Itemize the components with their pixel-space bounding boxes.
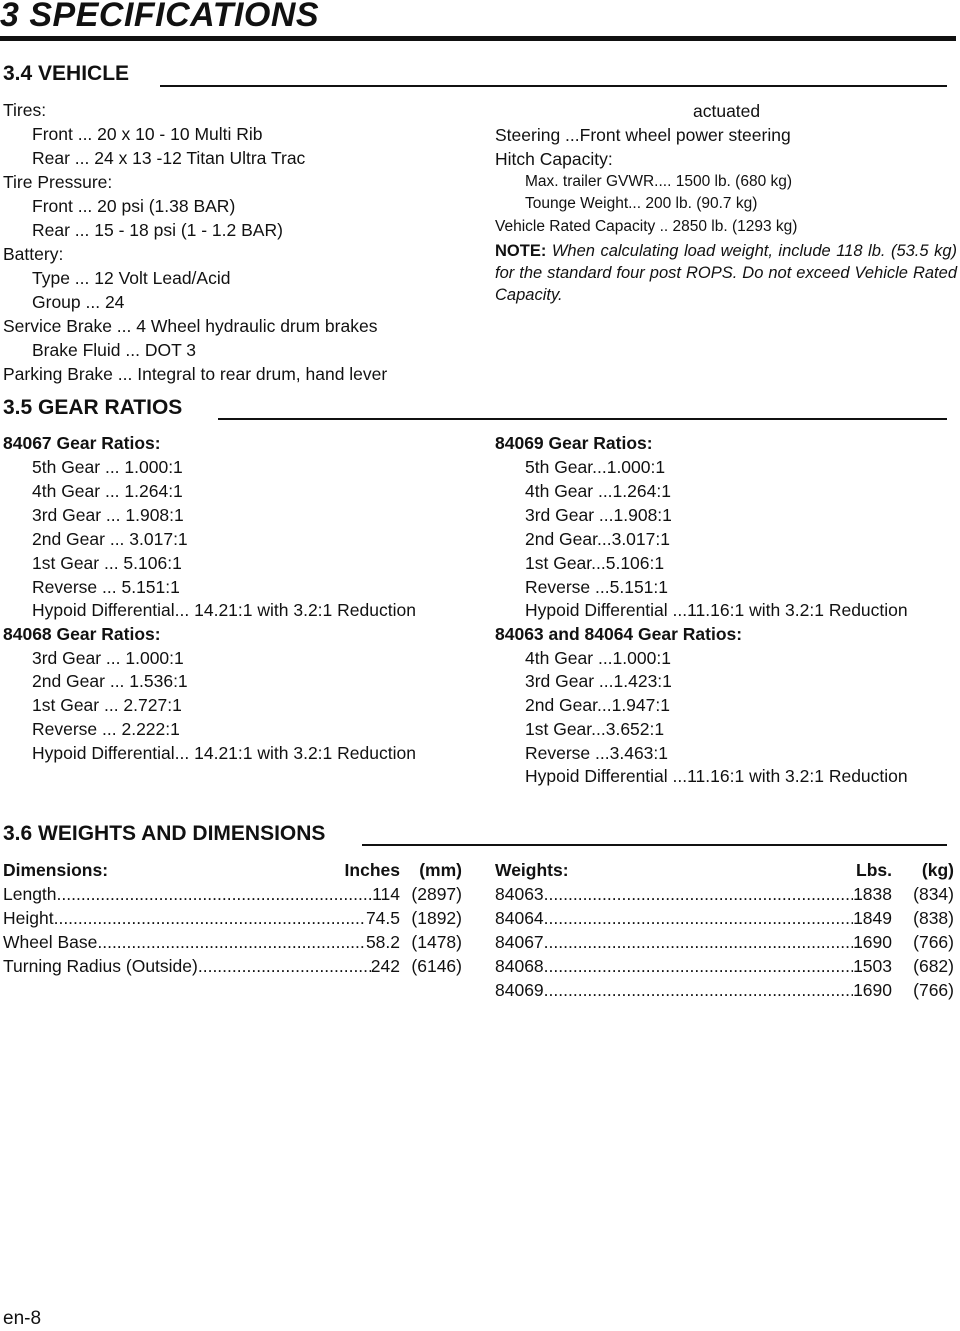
spec-line: Hitch Capacity: [495,149,613,169]
gear-line: Reverse ...3.463:1 [525,743,668,763]
spec-line: Group ... 24 [32,292,125,312]
gear-line: 3rd Gear ...1.423:1 [525,671,672,691]
spec-line: Tires: [3,100,47,120]
gear-line: 2nd Gear ... 3.017:1 [32,529,188,549]
gear-line: 1st Gear ... 2.727:1 [32,695,182,715]
spec-line: Rear ... 15 - 18 psi (1 - 1.2 BAR) [32,220,283,240]
spec-line: Max. trailer GVWR.... 1500 lb. (680 kg) [525,173,793,190]
section-rule [160,85,947,87]
spec-line: Battery: [3,244,64,264]
dimensions-header-unit1: Inches [344,860,400,880]
weight-row: 84069 ..... 1690 (766) [495,978,954,1002]
gear-line: 4th Gear ...1.264:1 [525,481,671,501]
gear-line: 5th Gear...1.000:1 [525,457,666,477]
gear-table-title: 84067 Gear Ratios: [3,433,161,453]
gear-line: 2nd Gear...3.017:1 [525,529,670,549]
gear-line: 1st Gear ... 5.106:1 [32,553,182,573]
page-number: en-8 [3,1308,42,1329]
weights-header [495,858,954,882]
spec-line: Rear ... 24 x 13 -12 Titan Ultra Trac [32,148,306,168]
spec-line: Front ... 20 psi (1.38 BAR) [32,196,236,216]
dimensions-header [3,858,462,882]
section-rule [218,418,947,420]
weight-row: 84068 ..... 1503 (682) [495,954,954,978]
section-heading-gear-ratios: 3.5 GEAR RATIOS [3,396,183,419]
weight-row: 84064 ..... 1849 (838) [495,906,954,930]
gear-table-title: 84068 Gear Ratios: [3,624,161,644]
gear-table-title: 84069 Gear Ratios: [495,433,653,453]
weight-row: 84067 ..... 1690 (766) [495,930,954,954]
gear-line: 5th Gear ... 1.000:1 [32,457,183,477]
chapter-title: 3 SPECIFICATIONS [0,0,320,34]
note-block [495,240,957,306]
gear-line: Hypoid Differential... 14.21:1 with 3.2:1 Reduction [32,600,416,620]
weights-header-unit2: (kg) [921,860,954,880]
gear-line: Hypoid Differential... 14.21:1 with 3.2:1 Reduction [32,743,416,763]
gear-line: 4th Gear ... 1.264:1 [32,481,183,501]
spec-line: Brake Fluid ... DOT 3 [32,340,197,360]
gear-line: 3rd Gear ... 1.000:1 [32,648,184,668]
gear-line: Hypoid Differential ...11.16:1 with 3.2:1 Reduction [525,766,908,786]
weights-header-label: Weights: [495,860,569,880]
spec-line: Tire Pressure: [3,172,113,192]
chapter-rule [0,36,956,41]
section-heading-vehicle: 3.4 VEHICLE [3,62,130,85]
section-heading-weights-dimensions: 3.6 WEIGHTS AND DIMENSIONS [3,822,326,845]
weights-header-unit1: Lbs. [856,860,892,880]
dimension-row: Length ..... 114 (2897) [3,882,462,906]
spec-line: Parking Brake ... Integral to rear drum, hand lever [3,364,388,384]
dimension-row: Wheel Base ..... 58.2 (1478) [3,930,462,954]
spec-line: Front ... 20 x 10 - 10 Multi Rib [32,124,263,144]
gear-line: Reverse ... 5.151:1 [32,577,180,597]
dimensions-header-unit2: (mm) [419,860,462,880]
spec-line: Type ... 12 Volt Lead/Acid [32,268,231,288]
spec-line: Steering ...Front wheel power steering [495,125,791,145]
dimension-row: Turning Radius (Outside) ..... 242 (6146) [3,954,462,978]
gear-line: 4th Gear ...1.000:1 [525,648,671,668]
gear-line: Reverse ...5.151:1 [525,577,668,597]
gear-line: Reverse ... 2.222:1 [32,719,180,739]
spec-line: Service Brake ... 4 Wheel hydraulic drum brakes [3,316,378,336]
gear-line: 2nd Gear ... 1.536:1 [32,671,188,691]
gear-line: 1st Gear...5.106:1 [525,553,665,573]
dimension-row: Height ..... 74.5 (1892) [3,906,462,930]
note-text: When calculating load weight, include 118 lb. (53.5 kg) for the standard four post ROPS. Do not exceed Vehicle Rated Capacity. [495,242,957,304]
gear-line: 3rd Gear ...1.908:1 [525,505,672,525]
spec-line: Tounge Weight... 200 lb. (90.7 kg) [525,195,758,212]
gear-line: 1st Gear...3.652:1 [525,719,665,739]
note-label: NOTE: [495,242,547,260]
spec-line: Vehicle Rated Capacity .. 2850 lb. (1293 kg) [495,218,798,235]
gear-line: 2nd Gear...1.947:1 [525,695,670,715]
section-rule [362,844,947,846]
gear-table-title: 84063 and 84064 Gear Ratios: [495,624,743,644]
weight-row: 84063 ..... 1838 (834) [495,882,954,906]
gear-line: 3rd Gear ... 1.908:1 [32,505,184,525]
spec-line: actuated [693,101,761,121]
dimensions-header-label: Dimensions: [3,860,109,880]
gear-line: Hypoid Differential ...11.16:1 with 3.2:1 Reduction [525,600,908,620]
